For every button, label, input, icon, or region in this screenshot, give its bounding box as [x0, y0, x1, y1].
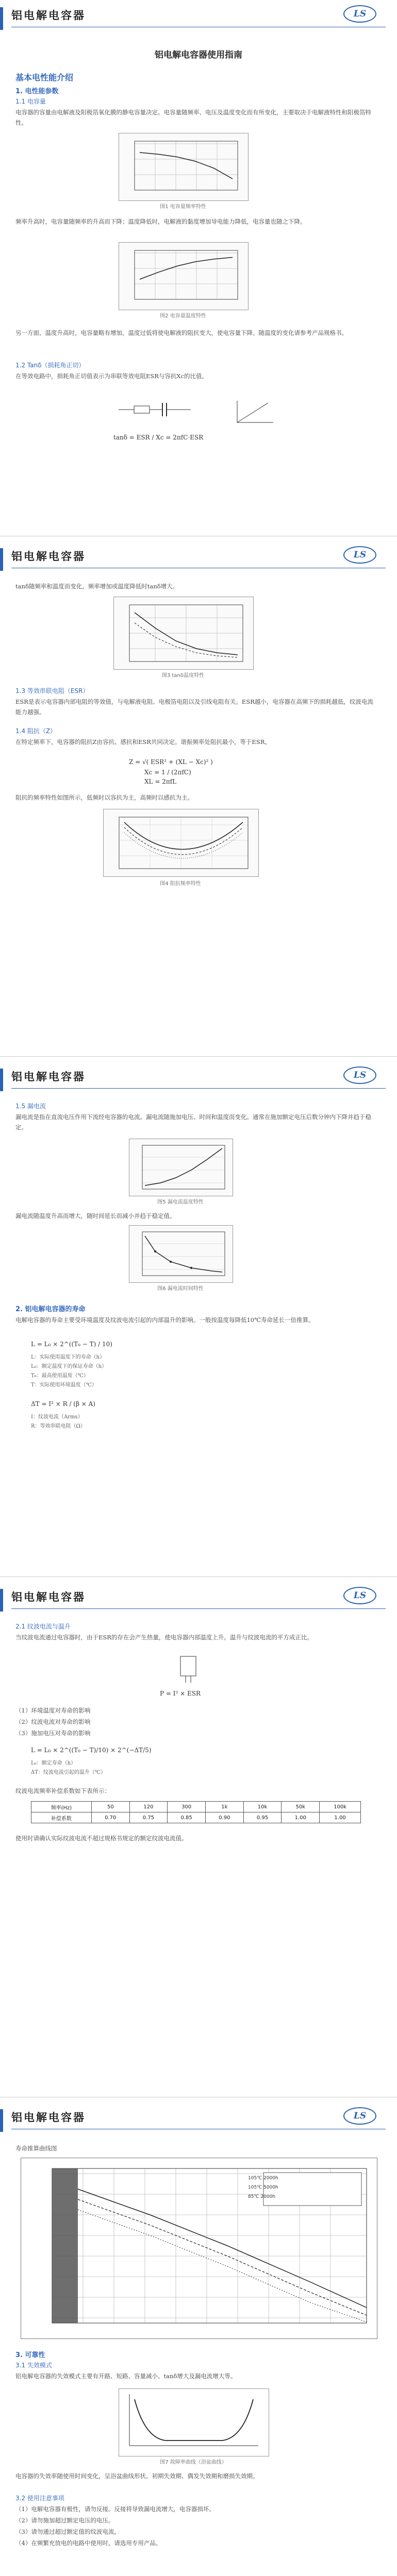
page-title: 铝电解电容器 [11, 2111, 86, 2124]
formula: L = L₀ × 2^((T₀ − T)/10) × 2^(−ΔT/5) [31, 1747, 152, 1754]
variable-definition: I：纹波电流（Arms） [31, 1414, 83, 1420]
figure-caption: 图4 阻抗频率特性 [160, 881, 201, 887]
paragraph: 电容器的失效率随使用时间变化，呈浴盆曲线形状。初期失效期、偶发失效期和磨损失效期。 [15, 2472, 259, 2480]
leakage-temperature-figure [129, 1139, 233, 1196]
paragraph: （2）请勿施加超过额定电压的电压。 [15, 2517, 114, 2524]
paragraph: 在特定频率下，电容器的阻抗Z由容抗、感抗和ESR共同决定。谐振频率处阻抗最小，等于ESR。 [15, 738, 271, 745]
paragraph: ESR是表示电容器内部电阻的等效值，与电解液电阻、电极箔电阻以及引线电阻有关。ESR越小，电容器在高频下的损耗越低，纹波电流能力越强。 [15, 698, 373, 716]
ls-logo: LS [343, 546, 376, 564]
document-title: 铝电解电容器使用指南 [155, 50, 242, 60]
variable-definition: R：等效串联电阻（Ω） [31, 1423, 86, 1429]
header-rule [11, 1088, 386, 1089]
table-cell: 120 [129, 1802, 168, 1812]
figure-caption: 图3 tanδ温度特性 [161, 673, 205, 679]
tan-delta-figure [113, 597, 254, 670]
bathtub-curve-figure [119, 2388, 269, 2456]
ls-logo: LS [343, 1587, 376, 1604]
paragraph: （2）纹波电流对寿命的影响 [15, 1718, 91, 1725]
paragraph: （1）环境温度对寿命的影响 [15, 1707, 91, 1714]
figure-caption: 图6 漏电流时间特性 [157, 1286, 204, 1292]
paragraph: （1）电解电容器有极性，请勿反接。反接将导致漏电流增大，电容器损坏。 [15, 2505, 215, 2513]
paragraph: 阻抗的频率特性如图所示，低频时以容抗为主，高频时以感抗为主。 [15, 794, 193, 801]
frequency-coefficient-table [31, 1801, 361, 1823]
table-row [31, 1812, 361, 1823]
paragraph: 在等效电路中，损耗角正切值表示为串联等效电阻ESR与容抗Xc的比值。 [15, 372, 208, 380]
subsection-heading: 3.2 使用注意事项 [15, 2495, 64, 2502]
formula: L = L₀ × 2^((T₀ − T) / 10) [31, 1341, 112, 1348]
page-title: 铝电解电容器 [11, 550, 86, 563]
formula: P = I² × ESR [160, 1690, 201, 1697]
line-chart [119, 243, 248, 310]
table-cell: 频率(Hz) [31, 1802, 92, 1812]
capacitor-sketch [170, 1654, 206, 1685]
paragraph: 使用时请确认实际纹波电流不超过规格书规定的额定纹波电流值。 [15, 1835, 188, 1842]
table-cell: 50 [91, 1802, 129, 1812]
impedance-figure [103, 809, 259, 877]
life-estimation-chart [21, 2158, 377, 2339]
vector-diagram [232, 397, 278, 428]
table-cell: 1k [205, 1802, 243, 1812]
table-cell: 补偿系数 [31, 1812, 92, 1823]
paragraph: 漏电流是指在直流电压作用下流经电容器的电流。漏电流随施加电压、时间和温度而变化。通常在施加额定电压后数分钟内下降并趋于稳定。 [15, 1113, 371, 1131]
subsection-heading: 1.1 电容量 [15, 98, 46, 105]
table-cell: 50k [282, 1802, 320, 1812]
table-cell: 1.00 [282, 1812, 320, 1823]
section-marker [0, 548, 3, 571]
variable-definition: L：实际使用温度下的寿命（h） [31, 1354, 105, 1360]
paragraph: tanδ随频率和温度而变化，频率增加或温度降低时tanδ增大。 [15, 583, 179, 590]
subsection-heading: 3.1 失效模式 [15, 2362, 52, 2369]
figure-caption: 图7 故障率曲线（浴盆曲线） [160, 2460, 227, 2465]
table-cell: 10k [243, 1802, 282, 1812]
section-marker [0, 1069, 3, 1091]
formula: XL = 2πfL [144, 778, 177, 785]
paragraph: 频率升高时，电容量随频率的升高而下降；温度降低时，电解液的黏度增加导电能力降低，电容量也随之下降。 [15, 218, 306, 225]
page-4 [0, 1582, 397, 2097]
table-cell: 1.00 [320, 1812, 361, 1823]
variable-definition: ΔT：纹波电流引起的温升（℃） [31, 1770, 106, 1775]
paragraph: 另一方面，温度升高时，电容量略有增加，温度过低将使电解液的阻抗变大，使电容量下降。随温度的变化请参考产品规格书。 [15, 329, 348, 336]
page-title: 铝电解电容器 [11, 1071, 86, 1083]
page-title: 铝电解电容器 [11, 9, 86, 22]
variable-definition: T₀：最高使用温度（℃） [31, 1373, 89, 1379]
section-marker [0, 7, 3, 30]
formula: Z = √( ESR² + (XL − Xc)² ) [129, 758, 213, 766]
page-1 [0, 0, 397, 536]
figure-caption: 图1 电容量频率特性 [160, 204, 206, 210]
header-rule [11, 1608, 386, 1609]
page-2 [0, 541, 397, 1056]
page-5 [0, 2102, 397, 2576]
ls-logo: LS [343, 2107, 376, 2125]
subsection-heading: 1.4 阻抗（Z） [15, 727, 57, 735]
subsection-heading: 2. 铝电解电容器的寿命 [15, 1306, 86, 1313]
equivalent-circuit-figure [113, 392, 196, 428]
section-heading: 基本电性能介绍 [15, 73, 74, 82]
page-3 [0, 1061, 397, 1577]
formula: tanδ = ESR / Xc = 2πfC·ESR [113, 434, 204, 441]
line-chart [119, 133, 248, 200]
subsection-heading: 1.3 等效串联电阻（ESR） [15, 687, 89, 694]
paragraph: 铝电解电容器的失效模式主要有开路、短路、容量减小、tanδ增大及漏电流增大等。 [15, 2372, 237, 2380]
figure-caption: 图2 电容量温度特性 [160, 313, 206, 319]
paragraph: 电容器的容量由电解液及阳极箔氧化膜的静电容量决定。电容量随频率、电压及温度变化而有所变化，主要取决于电解液特性和阳极箔特性。 [15, 109, 371, 126]
variable-definition: L₀：额定温度下的保证寿命（h） [31, 1364, 107, 1369]
table-cell: 0.70 [91, 1812, 129, 1823]
paragraph: （4）在频繁充放电的电路中使用时，请选用专用产品。 [15, 2539, 162, 2547]
capacitance-frequency-figure [119, 133, 249, 201]
capacitance-temperature-figure [119, 242, 249, 310]
table-cell: 100k [320, 1802, 361, 1812]
variable-definition: L₀：额定寿命（h） [31, 1760, 76, 1766]
subsection-heading: 3. 可靠性 [15, 2351, 45, 2359]
section-marker [0, 1589, 3, 1612]
subsection-heading: 2.1 纹波电流与温升 [15, 1623, 71, 1630]
paragraph: 电解电容器的寿命主要受环境温度及纹波电流引起的内部温升的影响。一般按温度每降低10℃寿命延长一倍推算。 [15, 1316, 315, 1324]
table-cell: 0.90 [205, 1812, 243, 1823]
formula: Xc = 1 / (2πfC) [144, 769, 191, 776]
paragraph: （3）请勿通过超过额定值的纹波电流。 [15, 2528, 120, 2535]
paragraph: （3）施加电压对寿命的影响 [15, 1730, 91, 1737]
circuit-diagram [113, 392, 196, 428]
variable-definition: T：实际使用环境温度（℃） [31, 1382, 97, 1388]
paragraph: 纹波电流频率补偿系数如下表所示： [15, 1787, 110, 1794]
table-cell: 0.75 [129, 1812, 168, 1823]
formula: ΔT = I² × R / (β × A) [31, 1400, 95, 1408]
ls-logo: LS [343, 1066, 376, 1084]
subsection-heading: 1. 电性能参数 [15, 88, 59, 95]
paragraph: 漏电流随温度升高而增大，随时间延长而减小并趋于稳定值。 [15, 1212, 176, 1219]
figure-title: 寿命推算曲线图 [15, 2145, 57, 2152]
subsection-heading: 1.2 Tanδ（损耗角正切） [15, 362, 85, 369]
leakage-time-figure [129, 1225, 233, 1283]
table-cell: 0.95 [243, 1812, 282, 1823]
ls-logo: LS [343, 5, 376, 23]
section-marker [0, 2109, 3, 2132]
legend-entry: 85℃ 2000h [248, 2194, 276, 2199]
subsection-heading: 1.5 漏电流 [15, 1103, 46, 1110]
table-cell: 0.85 [168, 1812, 206, 1823]
paragraph: 当纹波电流通过电容器时，由于ESR的存在会产生热量，使电容器内部温度上升。温升与纹波电流的平方成正比。 [15, 1634, 313, 1641]
legend-entry: 105℃ 5000h [248, 2185, 278, 2190]
table-header-row [31, 1802, 361, 1812]
table-cell: 300 [168, 1802, 206, 1812]
legend-entry: 105℃ 2000h [248, 2176, 278, 2181]
page-separator [0, 1056, 397, 1057]
page-title: 铝电解电容器 [11, 1591, 86, 1603]
figure-caption: 图5 漏电流温度特性 [157, 1199, 204, 1205]
